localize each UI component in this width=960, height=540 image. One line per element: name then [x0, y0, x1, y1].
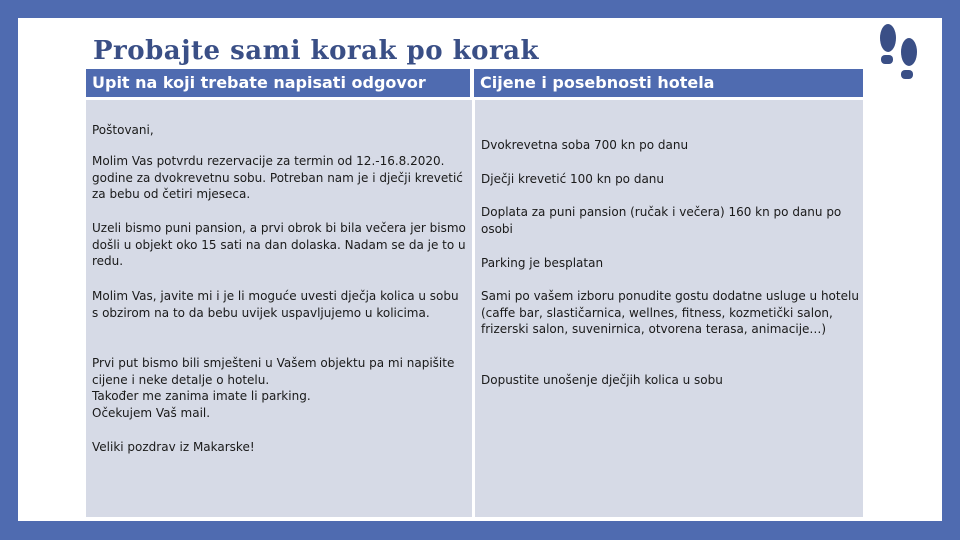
inquiry-cell [86, 100, 472, 517]
price-baby-crib: Dječji krevetić 100 kn po danu [481, 172, 665, 186]
inquiry-full-board: Uzeli bismo puni pansion, a prvi obrok bi bila večera jer bismo došli u objekt oko 15 sati na dan dolaska. Nadam se da je to u redu. [92, 221, 466, 268]
hotel-cell [475, 100, 863, 517]
footprints-icon [872, 22, 924, 84]
inquiry-details: Prvi put bismo bili smješteni u Vašem objektu pa mi napišite cijene i neke detalje o hotelu. Također me zanima imate li parking. Očekujem Vaš mail. [92, 356, 455, 420]
header-hotel-prices: Cijene i posebnosti hotela [474, 69, 863, 97]
inquiry-greeting: Poštovani, [92, 123, 154, 137]
price-double-room: Dvokrevetna soba 700 kn po danu [481, 138, 689, 152]
inquiry-closing: Veliki pozdrav iz Makarske! [92, 440, 255, 454]
parking-info: Parking je besplatan [481, 256, 604, 270]
header-inquiry: Upit na koji trebate napisati odgovor [86, 69, 470, 97]
additional-services: Sami po vašem izboru ponudite gostu dodatne usluge u hotelu (caffe bar, slastičarnica, wellnes, fitness, kozmetički salon, frizerski salon, suvenirnica, otvorena terasa, animacije…) [481, 289, 859, 336]
inquiry-stroller: Molim Vas, javite mi i je li moguće uvesti dječja kolica u sobu s obzirom na to da bebu uvijek uspavljujemo u kolicima. [92, 289, 459, 320]
price-full-board: Doplata za puni pansion (ručak i večera) 160 kn po danu po osobi [481, 205, 842, 236]
stroller-allowed: Dopustite unošenje dječjih kolica u sobu [481, 373, 723, 387]
inquiry-reservation: Molim Vas potvrdu rezervacije za termin od 12.-16.8.2020. godine za dvokrevetnu sobu. Potreban nam je i dječji krevetić za bebu od četiri mjeseca. [92, 154, 463, 201]
page-title: Probajte sami korak po korak [93, 36, 540, 66]
